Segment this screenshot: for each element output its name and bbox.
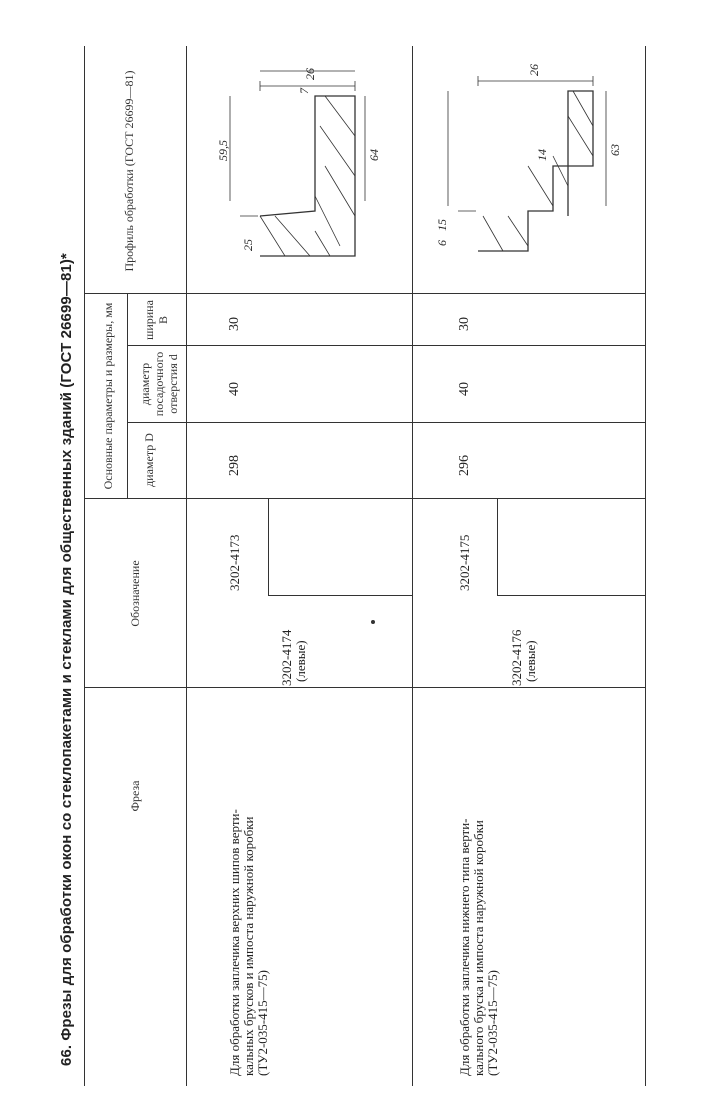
rule-row2-bottom <box>645 46 646 1086</box>
row1-dim-a: 26 <box>303 68 317 80</box>
rule-header-bottom <box>186 46 187 1086</box>
row1-mill-line3: (ТУ2-035-415—75) <box>255 970 270 1076</box>
row1-profile-outline <box>260 96 355 256</box>
col-desig2-left <box>497 595 645 596</box>
col-desig1-left <box>268 595 412 596</box>
row1-d: 40 <box>227 382 242 396</box>
header-bore-diameter: диаметр посадочного отверстия d <box>138 351 180 417</box>
row2-profile-outline <box>478 91 593 251</box>
row2-designation-left: 3202-4176 <box>509 629 524 686</box>
row2-dim-a: 26 <box>527 64 541 76</box>
row2-profile-drawing <box>418 56 640 276</box>
header-designation: Обозначение <box>128 560 142 627</box>
header-profile: Профиль обработки (ГОСТ 26699—81) <box>122 70 136 272</box>
row2-dim-d: 6 <box>435 240 449 246</box>
row2-dim-e: 15 <box>435 219 449 231</box>
row2-left-note: (левые) <box>523 640 538 682</box>
header-diameter: диаметр D <box>142 433 156 487</box>
col-sep-d-B <box>127 345 645 346</box>
row1-dim-b: 7 <box>297 88 311 94</box>
row2-d: 40 <box>457 382 472 396</box>
row2-D: 296 <box>457 455 472 476</box>
row1-mill-line1: Для обработки заплечика верхних шипов верти- <box>227 809 242 1076</box>
row2-mill-line1: Для обработки заплечика нижнего типа верти- <box>457 818 472 1076</box>
row1-dim-c: 59,5 <box>216 140 230 161</box>
rule-top <box>84 46 85 1086</box>
row2-dim-c: 63 <box>608 144 622 156</box>
col-sep-D-d <box>127 422 645 423</box>
row1-dim-d: 64 <box>367 149 381 161</box>
rule-desig2-sub <box>497 499 498 596</box>
header-width: ширина B <box>142 300 170 340</box>
col-sep-profile <box>84 293 645 294</box>
row2-B: 30 <box>457 317 472 331</box>
header-main-params: Основные параметры и размеры, мм <box>101 302 115 490</box>
speck-dot-icon <box>371 620 375 624</box>
rule-params-sub <box>127 294 128 499</box>
rule-desig1-sub <box>268 499 269 596</box>
header-mill: Фреза <box>128 780 142 812</box>
row2-mill-line2: кального бруска и импоста наружной коробки <box>471 820 486 1076</box>
table-caption: 66. Фрезы для обработки окон со стеклопакетами и стеклами для общественных зданий (ГОСТ 26699—81)* <box>58 253 75 1066</box>
rule-row1-bottom <box>412 46 413 1086</box>
col-sep-designation <box>84 498 645 499</box>
row1-mill-line2: кальных брусков и импоста наружной коробки <box>241 816 256 1076</box>
row1-left-note: (левые) <box>293 640 308 682</box>
row1-designation-left: 3202-4174 <box>279 629 294 686</box>
row1-B: 30 <box>227 317 242 331</box>
row2-dim-b: 14 <box>535 149 549 161</box>
row1-dim-e: 25 <box>241 239 255 251</box>
row1-D: 298 <box>227 455 242 476</box>
row2-mill-line3: (ТУ2-035-415—75) <box>485 970 500 1076</box>
row1-designation: 3202-4173 <box>227 534 242 591</box>
row1-profile-drawing <box>190 56 410 276</box>
col-sep-mill <box>84 687 645 688</box>
row2-designation: 3202-4175 <box>457 534 472 591</box>
